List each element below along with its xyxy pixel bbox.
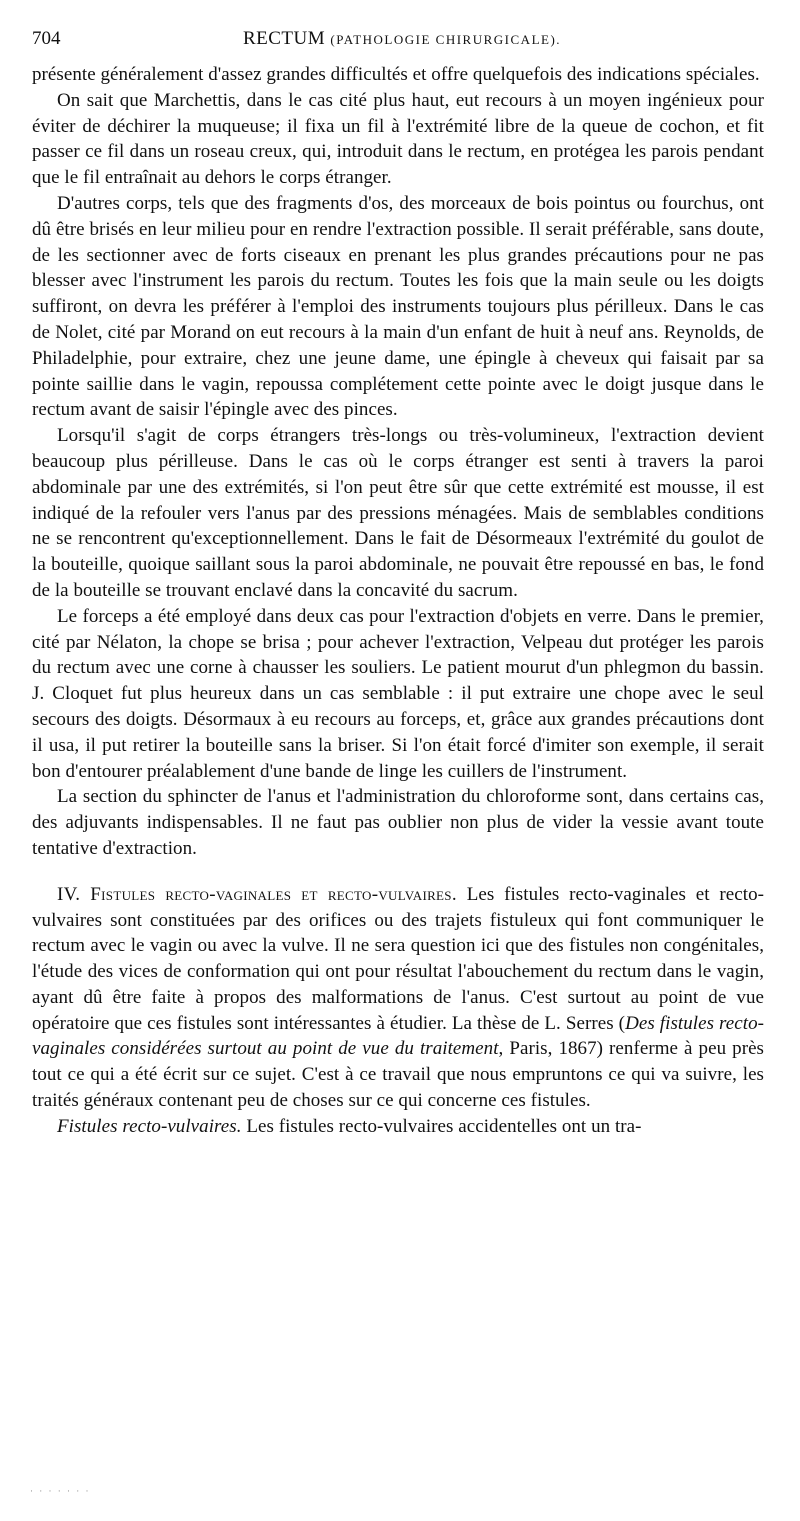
subsection-heading: Fistules recto-vulvaires. [57, 1115, 242, 1137]
section-text-b: , Paris, 1867) renferme à peu près tout ce qui a été écrit sur ce sujet. C'est à ce travail que nous empruntons ce qui va suivre, les traités généraux contenant peu de choses sur ce qui concerne ces fistules. [32, 1038, 764, 1112]
section-heading: IV. Fistules recto-vaginales et recto-vulvaires. [57, 883, 457, 905]
subsection-text: Les fistules recto-vulvaires accidentelles ont un tra- [241, 1115, 642, 1137]
paragraph-recto-vulvaires [32, 1114, 764, 1140]
paragraph-long-bodies: Lorsqu'il s'agit de corps étrangers très-longs ou très-volumineux, l'extraction devient beaucoup plus périlleuse. Dans le cas où le corps étranger est senti à travers la paroi abdominale par une des extrémités, si l'on peut être sûr que cette extrémité est mousse, il est indiqué de la refouler vers l'anus par des pressions ménagées. Mais de semblables conditions ne se rencontrent qu'exceptionnellement. Dans le fait de Désormeaux l'extrémité du goulot de la bouteille, quoique saillant sous la paroi abdominale, ne pouvait être repoussé en bas, le fond de la bouteille se trouvant enclavé dans la concavité du sacrum. [32, 425, 764, 601]
footer-mark: · · · · · · · [30, 1486, 91, 1496]
thesis-title: Des fistules recto-vaginales considérées surtout au point de vue du traitement [32, 1012, 764, 1060]
paragraph-sphincter: La section du sphincter de l'anus et l'administration du chloroforme sont, dans certains cas, des adjuvants indispensables. Il ne faut pas oublier non plus de vider la vessie avant toute tentative d'extraction. [32, 786, 764, 859]
paragraph-forceps: Le forceps a été employé dans deux cas pour l'extraction d'objets en verre. Dans le premier, cité par Nélaton, la chope se brisa ; pour achever l'extraction, Velpeau dut protéger les parois du rectum avec une corne à chausser les souliers. Le patient mourut d'un phlegmon du bassin. J. Cloquet fut plus heureux dans un cas semblable : il put extraire une chope avec le seul secours des doigts. Désormaux à eu recours au forceps, et, grâce aux grandes précautions dont il usa, il put retirer la bouteille sans la briser. Si l'on était forcé d'imiter son exemple, il serait bon d'entourer préalablement d'une bande de linge les cuillers de l'instrument. [32, 605, 764, 782]
paragraph-marchettis: On sait que Marchettis, dans le cas cité plus haut, eut recours à un moyen ingénieux pour éviter de déchirer la muqueuse; il fixa un fil à l'extrémité libre de la queue de cochon, et fit passer ce fil dans un roseau creux, qui, introduit dans le rectum, en protégea les parois pendant que le fil entraînait au dehors le corps étranger. [32, 89, 764, 189]
paragraph-continuation: présente généralement d'assez grandes difficultés et offre quelquefois des indications spéciales. [32, 64, 760, 85]
running-head-subtitle: (PATHOLOGIE CHIRURGICALE). [330, 32, 562, 47]
section-text-a: Les fistules recto-vaginales et recto-vulvaires sont constituées par des orifices ou des trajets fistuleux qui font communiquer le rectum avec le vagin ou avec la vulve. Il ne sera question ici que des fistules non congénitales, l'étude des vices de conformation qui ont pour résultat l'abouchement du rectum dans le vagin, ayant dû être faite à propos des malformations de l'anus. C'est surtout au point de vue opératoire que ces fistules sont intéressantes à étudier. La thèse de L. Serres ( [32, 883, 764, 1034]
page-header [32, 28, 772, 54]
page-number: 704 [32, 28, 61, 49]
running-head-title: RECTUM [242, 28, 326, 49]
running-head [32, 28, 772, 50]
body-text [32, 62, 764, 1140]
paragraph-section-iv [32, 882, 764, 1114]
paragraph-fragments: D'autres corps, tels que des fragments d'os, des morceaux de bois pointus ou fourchus, ont dû être brisés en leur milieu pour en rendre l'extraction possible. Il serait préférable, sans doute, de les sectionner avec de forts ciseaux en prenant les plus grandes précautions pour ne pas blesser avec l'instrument les parois du rectum. Toutes les fois que la main seule ou les doigts suffiront, on devra les préférer à l'emploi des instruments toujours plus périlleux. Dans le cas de Nolet, cité par Morand on eut recours à la main d'un enfant de huit à neuf ans. Reynolds, de Philadelphie, pour extraire, chez une jeune dame, une épingle à cheveux qui faisait par sa pointe saillie dans le vagin, repoussa complétement cette pointe avec le doigt jusque dans le rectum avant de saisir l'épingle avec des pinces. [32, 192, 764, 421]
